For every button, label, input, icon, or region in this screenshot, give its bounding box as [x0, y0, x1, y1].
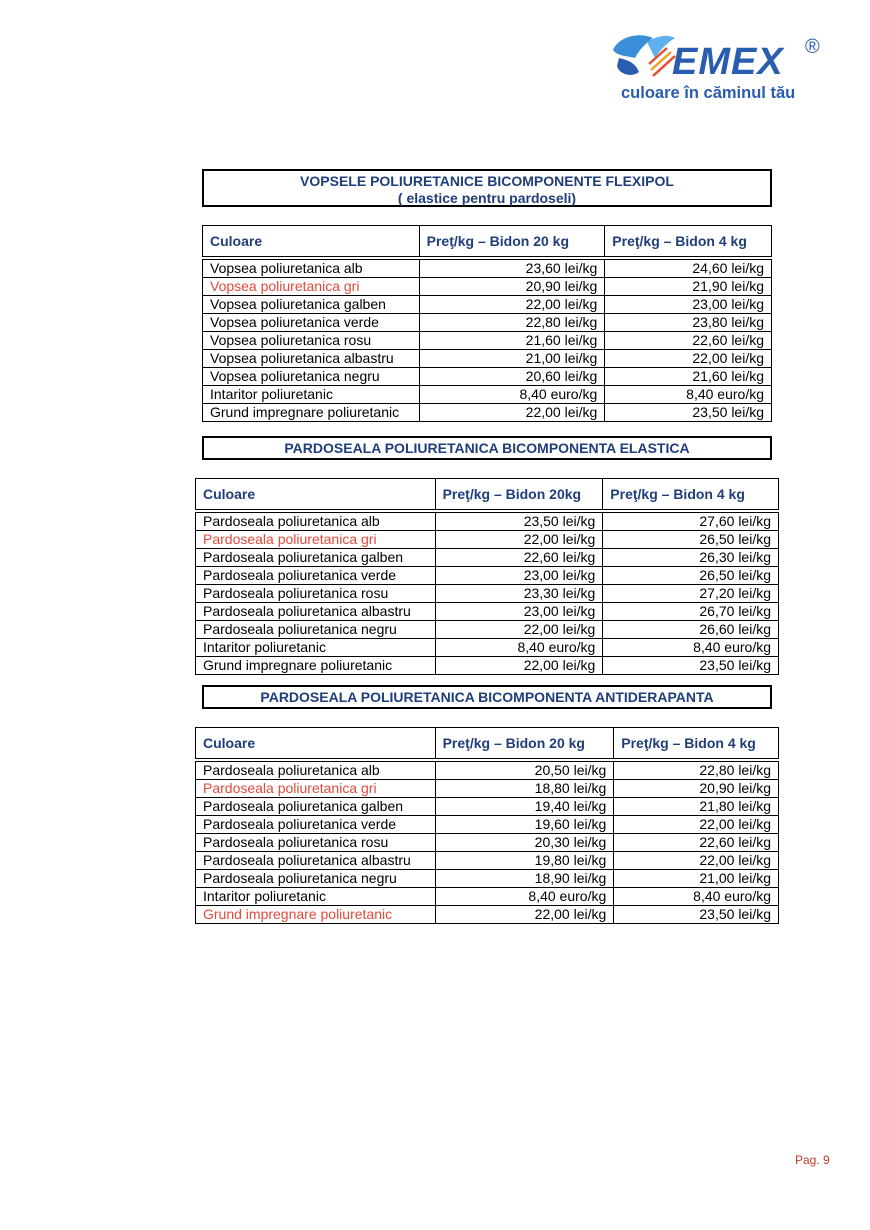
column-header: Culoare — [196, 479, 436, 510]
table-row — [203, 314, 772, 332]
table-header-row — [196, 479, 779, 510]
product-name: Pardoseala poliuretanica alb — [196, 762, 436, 780]
product-name: Pardoseala poliuretanica rosu — [196, 834, 436, 852]
product-name: Pardoseala poliuretanica negru — [196, 621, 436, 639]
product-name: Vopsea poliuretanica albastru — [203, 350, 420, 368]
price-4kg: 26,50 lei/kg — [603, 567, 779, 585]
price-4kg: 27,20 lei/kg — [603, 585, 779, 603]
price-4kg: 20,90 lei/kg — [614, 780, 779, 798]
price-20kg: 20,50 lei/kg — [435, 762, 614, 780]
price-4kg: 22,80 lei/kg — [614, 762, 779, 780]
price-4kg: 21,80 lei/kg — [614, 798, 779, 816]
table-row — [196, 657, 779, 675]
price-20kg: 20,30 lei/kg — [435, 834, 614, 852]
price-20kg: 8,40 euro/kg — [435, 888, 614, 906]
price-4kg: 22,00 lei/kg — [614, 852, 779, 870]
price-20kg: 18,90 lei/kg — [435, 870, 614, 888]
product-name: Vopsea poliuretanica rosu — [203, 332, 420, 350]
price-4kg: 26,70 lei/kg — [603, 603, 779, 621]
product-name: Pardoseala poliuretanica albastru — [196, 603, 436, 621]
price-4kg: 22,60 lei/kg — [614, 834, 779, 852]
product-name: Pardoseala poliuretanica albastru — [196, 852, 436, 870]
product-name: Pardoseala poliuretanica gri — [196, 780, 436, 798]
table-row — [203, 260, 772, 278]
column-header: Preţ/kg – Bidon 20kg — [435, 479, 603, 510]
price-20kg: 21,00 lei/kg — [419, 350, 605, 368]
section-title-flexipol — [202, 169, 772, 207]
table-row — [196, 513, 779, 531]
price-20kg: 19,40 lei/kg — [435, 798, 614, 816]
product-name: Pardoseala poliuretanica negru — [196, 870, 436, 888]
table-row — [203, 278, 772, 296]
price-4kg: 22,60 lei/kg — [605, 332, 772, 350]
section-title-line1: PARDOSEALA POLIURETANICA BICOMPONENTA ELASTICA — [284, 440, 690, 456]
table-row — [203, 368, 772, 386]
price-20kg: 8,40 euro/kg — [419, 386, 605, 404]
column-header: Culoare — [203, 226, 420, 257]
product-name: Pardoseala poliuretanica galben — [196, 798, 436, 816]
price-4kg: 21,90 lei/kg — [605, 278, 772, 296]
product-name: Grund impregnare poliuretanic — [196, 906, 436, 924]
table-row — [196, 888, 779, 906]
price-20kg: 23,30 lei/kg — [435, 585, 603, 603]
price-4kg: 26,60 lei/kg — [603, 621, 779, 639]
table-row — [196, 585, 779, 603]
product-name: Intaritor poliuretanic — [196, 888, 436, 906]
price-20kg: 23,00 lei/kg — [435, 567, 603, 585]
column-header: Preţ/kg – Bidon 20 kg — [419, 226, 605, 257]
brand-logo — [605, 28, 835, 108]
price-20kg: 18,80 lei/kg — [435, 780, 614, 798]
product-name: Vopsea poliuretanica alb — [203, 260, 420, 278]
price-4kg: 23,00 lei/kg — [605, 296, 772, 314]
table-row — [196, 834, 779, 852]
section-title-antiderapanta — [202, 685, 772, 709]
price-20kg: 22,00 lei/kg — [435, 531, 603, 549]
table-row — [203, 332, 772, 350]
price-20kg: 20,90 lei/kg — [419, 278, 605, 296]
table-header-row — [203, 226, 772, 257]
price-4kg: 8,40 euro/kg — [605, 386, 772, 404]
product-name: Pardoseala poliuretanica rosu — [196, 585, 436, 603]
product-name: Pardoseala poliuretanica gri — [196, 531, 436, 549]
price-table-flexipol — [202, 225, 772, 422]
price-4kg: 23,50 lei/kg — [605, 404, 772, 422]
price-4kg: 23,50 lei/kg — [603, 657, 779, 675]
table-row — [196, 762, 779, 780]
column-header: Preţ/kg – Bidon 20 kg — [435, 728, 614, 759]
price-20kg: 23,60 lei/kg — [419, 260, 605, 278]
price-20kg: 22,00 lei/kg — [419, 404, 605, 422]
page-number: Pag. 9 — [795, 1153, 830, 1167]
table-row — [196, 870, 779, 888]
product-name: Vopsea poliuretanica galben — [203, 296, 420, 314]
table-row — [203, 404, 772, 422]
price-table-antiderapanta — [195, 727, 779, 924]
table-header-row — [196, 728, 779, 759]
brand-name: EMEX — [672, 41, 784, 83]
table-row — [196, 906, 779, 924]
price-table-elastica — [195, 478, 779, 675]
price-20kg: 20,60 lei/kg — [419, 368, 605, 386]
price-20kg: 22,00 lei/kg — [435, 906, 614, 924]
product-name: Pardoseala poliuretanica verde — [196, 567, 436, 585]
price-20kg: 8,40 euro/kg — [435, 639, 603, 657]
price-4kg: 8,40 euro/kg — [603, 639, 779, 657]
product-name: Vopsea poliuretanica verde — [203, 314, 420, 332]
price-20kg: 19,60 lei/kg — [435, 816, 614, 834]
table-row — [196, 798, 779, 816]
product-name: Pardoseala poliuretanica verde — [196, 816, 436, 834]
table-row — [203, 386, 772, 404]
product-name: Pardoseala poliuretanica galben — [196, 549, 436, 567]
price-4kg: 26,50 lei/kg — [603, 531, 779, 549]
price-4kg: 8,40 euro/kg — [614, 888, 779, 906]
table-row — [196, 603, 779, 621]
column-header: Preţ/kg – Bidon 4 kg — [603, 479, 779, 510]
price-20kg: 19,80 lei/kg — [435, 852, 614, 870]
product-name: Intaritor poliuretanic — [196, 639, 436, 657]
price-4kg: 27,60 lei/kg — [603, 513, 779, 531]
brand-tagline: culoare în căminul tău — [621, 84, 796, 102]
price-4kg: 23,50 lei/kg — [614, 906, 779, 924]
table-row — [196, 780, 779, 798]
product-name: Vopsea poliuretanica gri — [203, 278, 420, 296]
section-title-elastica — [202, 436, 772, 460]
registered-mark: ® — [805, 36, 820, 58]
price-20kg: 22,80 lei/kg — [419, 314, 605, 332]
price-4kg: 26,30 lei/kg — [603, 549, 779, 567]
price-4kg: 22,00 lei/kg — [614, 816, 779, 834]
product-name: Pardoseala poliuretanica alb — [196, 513, 436, 531]
table-row — [203, 296, 772, 314]
product-name: Grund impregnare poliuretanic — [196, 657, 436, 675]
table-row — [203, 350, 772, 368]
price-4kg: 23,80 lei/kg — [605, 314, 772, 332]
section-title-line1: VOPSELE POLIURETANICE BICOMPONENTE FLEXIPOL — [300, 173, 674, 189]
table-row — [196, 567, 779, 585]
table-row — [196, 639, 779, 657]
price-4kg: 22,00 lei/kg — [605, 350, 772, 368]
price-20kg: 23,00 lei/kg — [435, 603, 603, 621]
price-20kg: 22,60 lei/kg — [435, 549, 603, 567]
column-header: Preţ/kg – Bidon 4 kg — [614, 728, 779, 759]
section-title-line1: PARDOSEALA POLIURETANICA BICOMPONENTA ANTIDERAPANTA — [260, 689, 714, 705]
price-20kg: 22,00 lei/kg — [419, 296, 605, 314]
table-row — [196, 549, 779, 567]
price-20kg: 22,00 lei/kg — [435, 657, 603, 675]
table-row — [196, 816, 779, 834]
price-4kg: 24,60 lei/kg — [605, 260, 772, 278]
section-title-line2: ( elastice pentru pardoseli) — [397, 190, 577, 206]
product-name: Intaritor poliuretanic — [203, 386, 420, 404]
price-20kg: 23,50 lei/kg — [435, 513, 603, 531]
table-row — [196, 531, 779, 549]
price-20kg: 21,60 lei/kg — [419, 332, 605, 350]
price-20kg: 22,00 lei/kg — [435, 621, 603, 639]
price-4kg: 21,00 lei/kg — [614, 870, 779, 888]
product-name: Grund impregnare poliuretanic — [203, 404, 420, 422]
product-name: Vopsea poliuretanica negru — [203, 368, 420, 386]
table-row — [196, 852, 779, 870]
price-4kg: 21,60 lei/kg — [605, 368, 772, 386]
column-header: Culoare — [196, 728, 436, 759]
table-row — [196, 621, 779, 639]
column-header: Preţ/kg – Bidon 4 kg — [605, 226, 772, 257]
